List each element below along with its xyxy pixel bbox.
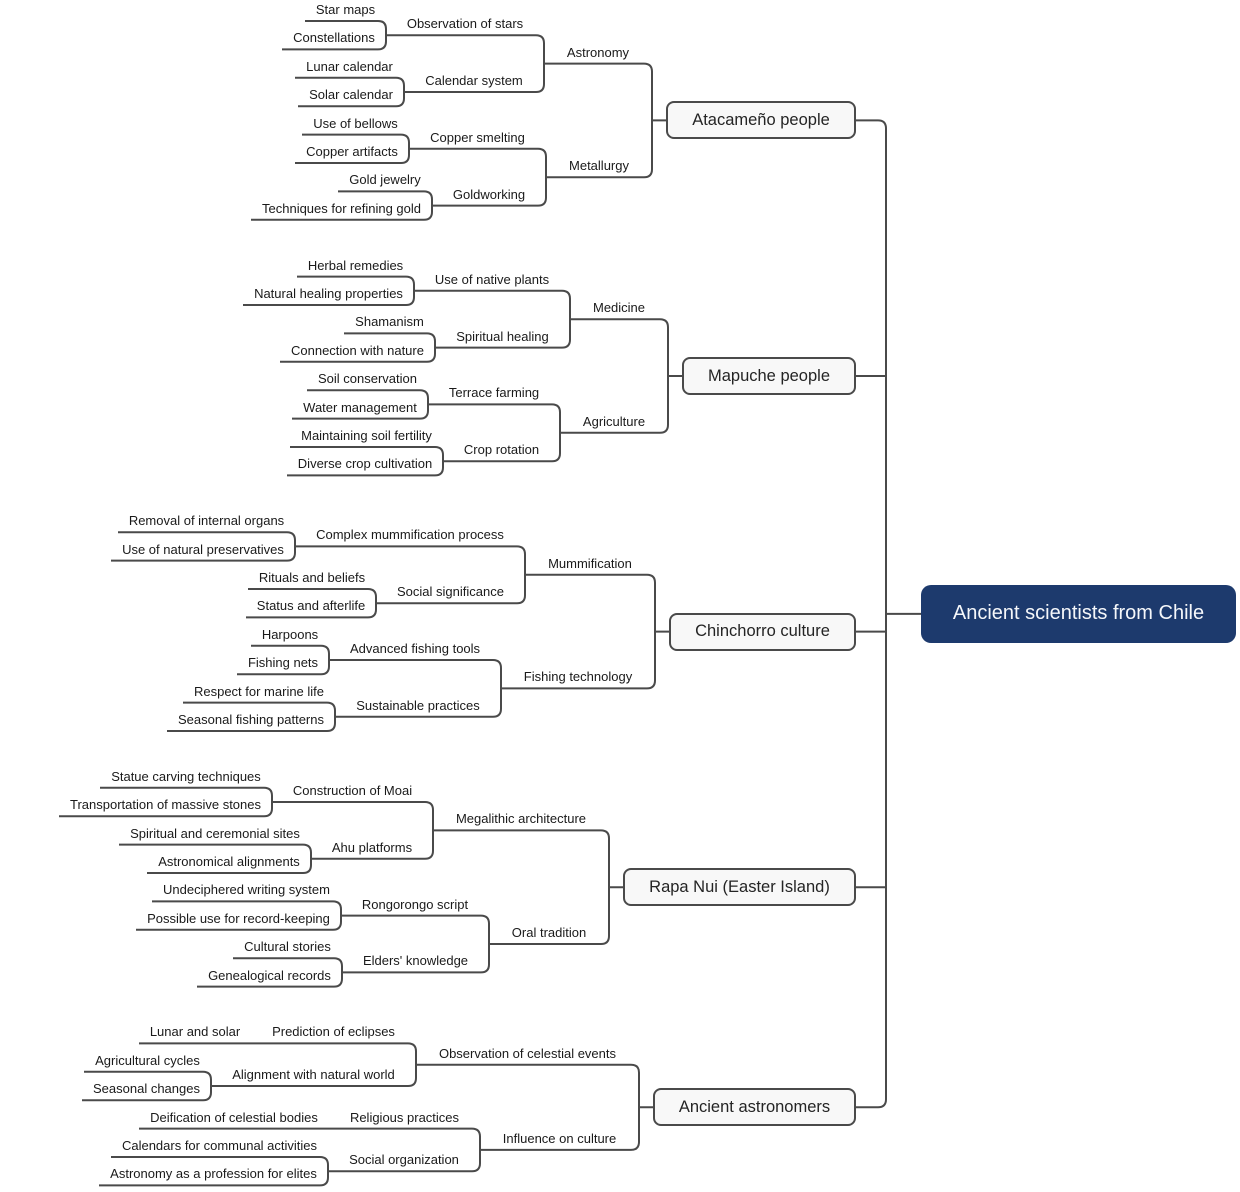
- leaf-node-genealogical-records[interactable]: Genealogical records: [208, 967, 331, 983]
- topic-node-calendar-system[interactable]: Calendar system: [425, 73, 523, 88]
- topic-node-fishing-technology[interactable]: Fishing technology: [523, 669, 633, 685]
- topic-node-crop-rotation[interactable]: Crop rotation: [463, 442, 540, 458]
- leaf-node-status-and-afterlife[interactable]: Status and afterlife: [256, 598, 366, 614]
- topic-node-copper-smelting[interactable]: Copper smelting: [430, 129, 525, 145]
- topic-node-religious-practices[interactable]: Religious practices: [349, 1109, 460, 1125]
- leaf-node-fishing-nets[interactable]: Fishing nets: [247, 655, 319, 671]
- leaf-node-cultural-stories[interactable]: Cultural stories: [244, 939, 331, 955]
- leaf-node-solar-calendar[interactable]: Solar calendar: [309, 87, 393, 103]
- root-node-ancient-scientists-from-chile[interactable]: Ancient scientists from Chile: [921, 585, 1236, 643]
- topic-node-construction-of-moai[interactable]: Construction of Moai: [292, 783, 413, 798]
- branch-node-atacame-o-people[interactable]: Atacameño people: [666, 101, 856, 139]
- topic-node-elders-knowledge[interactable]: Elders' knowledge: [362, 953, 469, 969]
- leaf-node-diverse-crop-cultivation[interactable]: Diverse crop cultivation: [297, 456, 433, 472]
- leaf-node-constellations[interactable]: Constellations: [293, 30, 375, 46]
- topic-node-observation-of-celestial-events[interactable]: Observation of celestial events: [438, 1045, 617, 1061]
- topic-node-alignment-with-natural-world[interactable]: Alignment with natural world: [232, 1067, 395, 1082]
- leaf-node-connection-with-nature[interactable]: Connection with nature: [291, 342, 424, 358]
- leaf-node-seasonal-changes[interactable]: Seasonal changes: [93, 1081, 200, 1097]
- leaf-node-herbal-remedies[interactable]: Herbal remedies: [307, 257, 404, 273]
- leaf-node-seasonal-fishing-patterns[interactable]: Seasonal fishing patterns: [178, 712, 324, 727]
- leaf-node-undeciphered-writing-system[interactable]: Undeciphered writing system: [163, 882, 330, 898]
- leaf-node-copper-artifacts[interactable]: Copper artifacts: [306, 144, 398, 159]
- leaf-node-lunar-calendar[interactable]: Lunar calendar: [306, 58, 393, 74]
- leaf-node-soil-conservation[interactable]: Soil conservation: [318, 371, 417, 387]
- leaf-node-rituals-and-beliefs[interactable]: Rituals and beliefs: [258, 570, 366, 585]
- topic-node-rongorongo-script[interactable]: Rongorongo script: [361, 896, 469, 912]
- leaf-node-lunar-and-solar[interactable]: Lunar and solar: [149, 1024, 241, 1040]
- leaf-node-use-of-bellows[interactable]: Use of bellows: [313, 115, 398, 131]
- topic-node-observation-of-stars[interactable]: Observation of stars: [406, 16, 524, 32]
- branch-node-rapa-nui-easter-island[interactable]: Rapa Nui (Easter Island): [623, 868, 856, 906]
- topic-node-use-of-native-plants[interactable]: Use of native plants: [434, 271, 550, 287]
- branch-node-chinchorro-culture[interactable]: Chinchorro culture: [669, 613, 856, 651]
- topic-node-agriculture[interactable]: Agriculture: [582, 413, 646, 429]
- topic-node-advanced-fishing-tools[interactable]: Advanced fishing tools: [349, 641, 481, 656]
- leaf-node-statue-carving-techniques[interactable]: Statue carving techniques: [111, 768, 261, 784]
- leaf-node-astronomy-as-a-profession-for-elites[interactable]: Astronomy as a profession for elites: [110, 1166, 317, 1182]
- leaf-node-calendars-for-communal-activities[interactable]: Calendars for communal activities: [121, 1138, 318, 1153]
- topic-node-goldworking[interactable]: Goldworking: [452, 186, 526, 202]
- topic-node-influence-on-culture[interactable]: Influence on culture: [502, 1130, 617, 1146]
- topic-node-spiritual-healing[interactable]: Spiritual healing: [456, 328, 549, 344]
- branch-node-ancient-astronomers[interactable]: Ancient astronomers: [653, 1088, 856, 1126]
- leaf-node-water-management[interactable]: Water management: [303, 399, 417, 415]
- topic-node-complex-mummification-process[interactable]: Complex mummification process: [316, 527, 504, 543]
- topic-node-terrace-farming[interactable]: Terrace farming: [448, 385, 540, 401]
- leaf-node-deification-of-celestial-bodies[interactable]: Deification of celestial bodies: [150, 1109, 318, 1125]
- leaf-node-use-of-natural-preservatives[interactable]: Use of natural preservatives: [122, 541, 284, 557]
- topic-node-metallurgy[interactable]: Metallurgy: [569, 158, 629, 174]
- leaf-node-respect-for-marine-life[interactable]: Respect for marine life: [193, 683, 325, 699]
- leaf-node-agricultural-cycles[interactable]: Agricultural cycles: [95, 1052, 200, 1068]
- leaf-node-gold-jewelry[interactable]: Gold jewelry: [349, 172, 421, 188]
- topic-node-mummification[interactable]: Mummification: [548, 555, 632, 571]
- leaf-node-natural-healing-properties[interactable]: Natural healing properties: [254, 286, 403, 301]
- leaf-node-star-maps[interactable]: Star maps: [315, 2, 376, 17]
- topic-node-social-organization[interactable]: Social organization: [349, 1152, 459, 1168]
- leaf-node-spiritual-and-ceremonial-sites[interactable]: Spiritual and ceremonial sites: [130, 825, 300, 841]
- leaf-node-possible-use-for-record-keeping[interactable]: Possible use for record-keeping: [147, 910, 330, 926]
- leaf-node-astronomical-alignments[interactable]: Astronomical alignments: [158, 854, 300, 869]
- topic-node-sustainable-practices[interactable]: Sustainable practices: [356, 697, 480, 713]
- branch-node-mapuche-people[interactable]: Mapuche people: [682, 357, 856, 395]
- leaf-node-transportation-of-massive-stones[interactable]: Transportation of massive stones: [70, 797, 261, 813]
- topic-node-medicine[interactable]: Medicine: [592, 300, 646, 316]
- leaf-node-removal-of-internal-organs[interactable]: Removal of internal organs: [128, 513, 285, 529]
- leaf-node-shamanism[interactable]: Shamanism: [355, 314, 424, 330]
- topic-node-ahu-platforms[interactable]: Ahu platforms: [331, 839, 413, 855]
- leaf-node-harpoons[interactable]: Harpoons: [261, 626, 319, 642]
- topic-node-social-significance[interactable]: Social significance: [397, 584, 504, 600]
- topic-node-prediction-of-eclipses[interactable]: Prediction of eclipses: [272, 1024, 395, 1040]
- topic-node-astronomy[interactable]: Astronomy: [566, 44, 630, 60]
- leaf-node-techniques-for-refining-gold[interactable]: Techniques for refining gold: [262, 200, 421, 216]
- leaf-node-maintaining-soil-fertility[interactable]: Maintaining soil fertility: [301, 428, 432, 443]
- topic-node-oral-tradition[interactable]: Oral tradition: [511, 925, 587, 940]
- topic-node-megalithic-architecture[interactable]: Megalithic architecture: [455, 811, 587, 827]
